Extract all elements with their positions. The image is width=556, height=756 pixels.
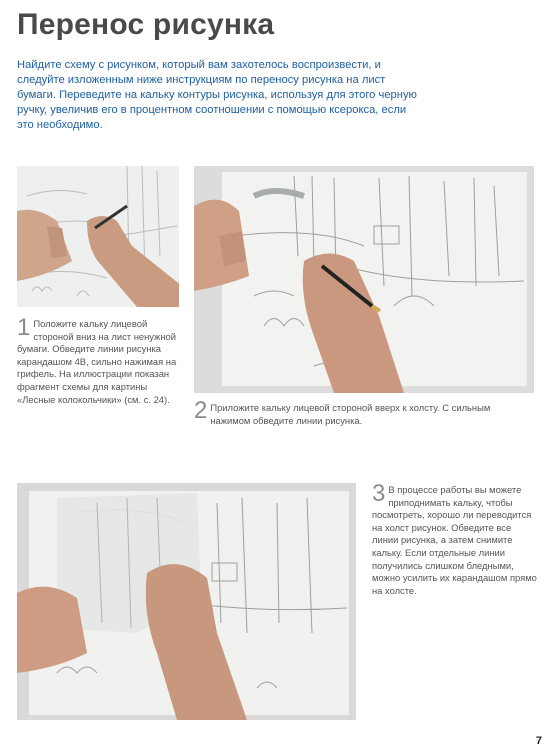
step-2-number: 2 xyxy=(194,397,208,424)
page-title: Перенос рисунка xyxy=(17,8,275,41)
step-1-description: Положите кальку лицевой стороной вниз на лист ненужной бумаги. Обведите линии рисунка карандашом 4В, сильно нажимая на грифель. На иллюстрации показан фрагмент схемы для картины «Лесные колокольчики» (см. с. 24). xyxy=(17,318,177,405)
step-2-description: Приложите кальку лицевой стороной вверх к холсту. С сильным нажимом обведите линии рисунка. xyxy=(210,402,491,426)
photo-step-1 xyxy=(17,166,179,307)
step-2-text xyxy=(194,397,514,427)
step-1-number: 1 xyxy=(17,314,31,341)
step-3-number: 3 xyxy=(372,480,386,507)
intro-paragraph: Найдите схему с рисунком, который вам захотелось воспроизвести, и следуйте изложенным ниже инструкциям по переносу рисунка на лист бумаги. Переведите на кальку контуры рисунка, используя для этого черную ручку, увеличив его в процентном соотношении с помощью ксерокса, если это необходимо. xyxy=(17,59,417,131)
step-1-text xyxy=(17,314,177,406)
photo-step-3 xyxy=(17,483,356,720)
step-3-description: В процессе работы вы можете приподнимать кальку, чтобы посмотреть, хорошо ли переводится на холст рисунок. Обведите все линии рисунка, а затем снимите кальку. Если отдельные линии получились слишком бледными, можно усилить их карандашом прямо на холсте. xyxy=(372,484,537,596)
step-3-text xyxy=(372,480,537,597)
photo-step-2 xyxy=(194,166,534,393)
page-number: 7 xyxy=(535,735,542,747)
